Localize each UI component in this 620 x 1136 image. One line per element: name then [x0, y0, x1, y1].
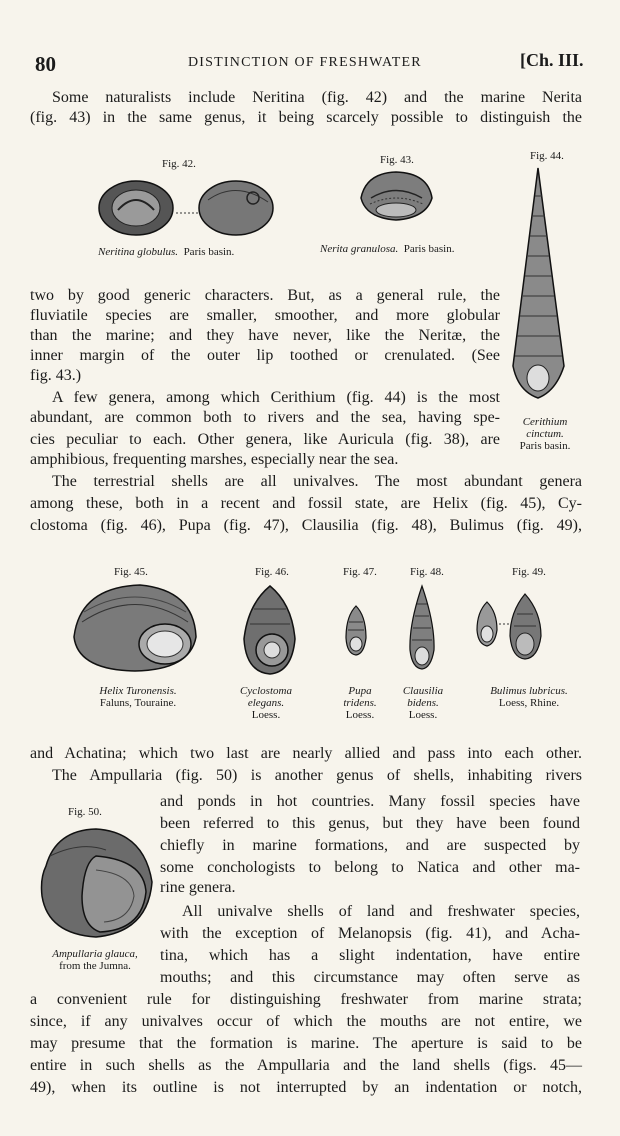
- text-line: fluviatile species are smaller, smoother, and more globular: [30, 307, 500, 324]
- figure-label-43: Fig. 43.: [380, 154, 414, 166]
- text-line: and Achatina; which two last are nearly allied and pass into each other.: [30, 745, 582, 762]
- helix-turonensis-illustration: [70, 582, 200, 674]
- caption-45-location: Faluns, Touraine.: [99, 697, 177, 709]
- text-line: The terrestrial shells are all univalves. The most abundant genera: [52, 473, 582, 490]
- cyclostoma-elegans-illustration: [240, 584, 300, 676]
- text-line: 49), when its outline is not interrupted by an indentation or notch,: [30, 1079, 582, 1096]
- caption-47: [330, 685, 390, 721]
- text-line: amphibious, frequenting marshes, especially near the sea.: [30, 451, 399, 468]
- text-line: inner margin of the outer lip toothed or crenulated. (See: [30, 347, 500, 364]
- caption-46: [226, 685, 306, 721]
- text-line: (fig. 43) in the same genus, it being scarcely possible to distinguish the: [30, 109, 582, 126]
- nerita-granulosa-illustration: [356, 168, 436, 223]
- text-line: and ponds in hot countries. Many fossil species have: [160, 793, 580, 810]
- text-line: been referred to this genus, but they have been found: [160, 815, 580, 832]
- text-line: A few genera, among which Cerithium (fig. 44) is the most: [52, 389, 500, 406]
- figure-label-48: Fig. 48.: [410, 566, 444, 578]
- clausilia-bidens-illustration: [407, 584, 437, 670]
- figure-label-50: Fig. 50.: [68, 806, 102, 818]
- figure-label-45: Fig. 45.: [114, 566, 148, 578]
- caption-46-name2: elegans.: [247, 697, 285, 709]
- text-line: than the marine; and they have never, like the Neritæ, the: [30, 327, 500, 344]
- text-line: mouths; and this circumstance may often serve as: [160, 969, 580, 986]
- page-number: 80: [35, 52, 56, 76]
- running-head: DISTINCTION OF FRESHWATER: [188, 55, 422, 70]
- caption-42-name: Neritina globulus.: [98, 246, 179, 258]
- caption-44-location: Paris basin.: [519, 440, 571, 452]
- caption-47-name2: tridens.: [343, 697, 377, 709]
- caption-47-name: Pupa: [348, 685, 372, 697]
- caption-49-name: Bulimus lubricus.: [490, 685, 568, 697]
- caption-42: [98, 246, 234, 258]
- pupa-tridens-illustration: [344, 604, 368, 656]
- caption-43: [320, 243, 454, 255]
- text-line: rine genera.: [160, 879, 236, 896]
- text-line: entire in such shells as the Ampullaria and the land shells (figs. 45—: [30, 1057, 582, 1074]
- text-line: tina, which has a slight indentation, have entire: [160, 947, 580, 964]
- caption-45-name: Helix Turonensis.: [99, 685, 177, 697]
- caption-50-name: Ampullaria glauca,: [52, 948, 138, 960]
- text-line: All univalve shells of land and freshwater species,: [182, 903, 580, 920]
- figure-label-46: Fig. 46.: [255, 566, 289, 578]
- neritina-globulus-illustration: [98, 180, 278, 240]
- text-line: among these, both in a recent and fossil state, are Helix (fig. 45), Cy-: [30, 495, 582, 512]
- caption-48-name: Clausilia: [402, 685, 444, 697]
- caption-44-name: Cerithium: [522, 416, 568, 428]
- ampullaria-glauca-illustration: [36, 826, 156, 940]
- chapter-reference: [Ch. III.: [520, 50, 584, 70]
- caption-50: [30, 948, 160, 972]
- text-line: a convenient rule for distinguishing freshwater from marine strata;: [30, 991, 582, 1008]
- cerithium-cinctum-illustration: [508, 166, 568, 406]
- caption-50-location: from the Jumna.: [59, 960, 131, 972]
- text-line: two by good generic characters. But, as a general rule, the: [30, 287, 500, 304]
- caption-48-location: Loess.: [408, 709, 438, 721]
- text-line: cies peculiar to each. Other genera, like Auricula (fig. 38), are: [30, 431, 500, 448]
- figure-label-47: Fig. 47.: [343, 566, 377, 578]
- figure-label-42: Fig. 42.: [162, 158, 196, 170]
- text-line: fig. 43.): [30, 367, 82, 384]
- caption-48: [392, 685, 454, 721]
- caption-43-name: Nerita granulosa.: [320, 243, 399, 255]
- text-line: since, if any univalves occur of which the mouths are not entire, we: [30, 1013, 582, 1030]
- caption-49-location: Loess, Rhine.: [498, 697, 560, 709]
- caption-47-location: Loess.: [345, 709, 375, 721]
- text-line: may presume that the formation is marine. The aperture is said to be: [30, 1035, 582, 1052]
- text-line: Some naturalists include Neritina (fig. 42) and the marine Nerita: [52, 89, 582, 106]
- text-line: abundant, are common both to rivers and the sea, having spe-: [30, 409, 500, 426]
- caption-46-name: Cyclostoma: [240, 685, 292, 697]
- caption-42-location: Paris basin.: [183, 246, 235, 258]
- caption-44: [510, 416, 580, 452]
- figure-label-44: Fig. 44.: [530, 150, 564, 162]
- bulimus-lubricus-illustration: [475, 592, 545, 662]
- caption-44-name2: cinctum.: [526, 428, 564, 440]
- text-line: with the exception of Melanopsis (fig. 41), and Acha-: [160, 925, 580, 942]
- caption-49: [470, 685, 588, 709]
- caption-43-location: Paris basin.: [403, 243, 455, 255]
- caption-46-location: Loess.: [251, 709, 281, 721]
- text-line: The Ampullaria (fig. 50) is another genus of shells, inhabiting rivers: [52, 767, 582, 784]
- text-line: chiefly in marine formations, and are suspected by: [160, 837, 580, 854]
- caption-45: [78, 685, 198, 709]
- figure-label-49: Fig. 49.: [512, 566, 546, 578]
- text-line: clostoma (fig. 46), Pupa (fig. 47), Clausilia (fig. 48), Bulimus (fig. 49),: [30, 517, 582, 534]
- caption-48-name2: bidens.: [407, 697, 439, 709]
- text-line: some conchologists to belong to Natica and other ma-: [160, 859, 580, 876]
